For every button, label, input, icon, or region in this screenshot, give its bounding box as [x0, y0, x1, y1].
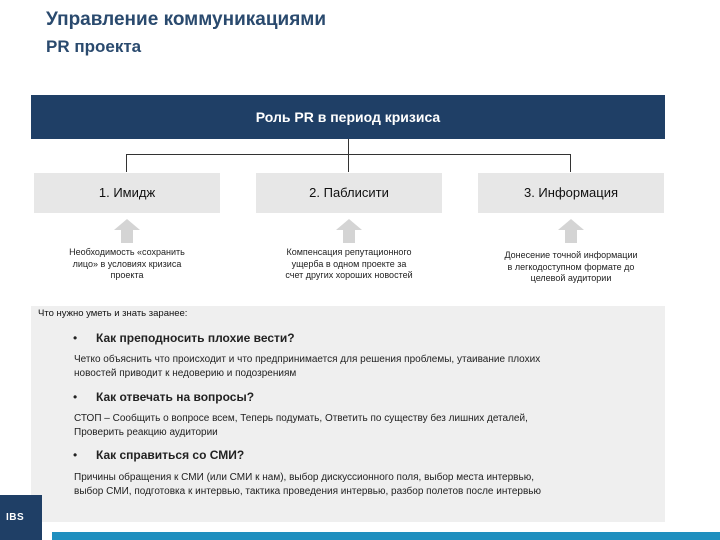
question-3: Как справиться со СМИ? [96, 448, 245, 462]
footer-accent-bar [52, 532, 720, 540]
question-1: Как преподносить плохие вести? [96, 331, 295, 345]
section-heading: Что нужно уметь и знать заранее: [38, 308, 188, 319]
page-title: Управление коммуникациями [46, 9, 327, 30]
connector-right [570, 154, 571, 172]
bullet-icon: • [73, 448, 78, 462]
page-subtitle: PR проекта [46, 37, 142, 56]
category-description-publicity: Компенсация репутационного ущерба в одном проекте за счет других хороших новостей [285, 247, 413, 280]
answer-3: Причины обращения к СМИ (или СМИ к нам), выбор дискуссионного поля, выбор места интервью, выбор СМИ, подготовка к интервью, тактика проведения интервью, разбор полетов после интервью [74, 472, 541, 497]
company-logo: IBS [0, 495, 42, 540]
bullet-icon: • [73, 331, 78, 345]
answer-2: СТОП – Сообщить о вопросе всем, Теперь подумать, Ответить по существу без лишних деталей, Проверить реакцию аудитории [74, 413, 528, 438]
connector-middle [348, 154, 349, 172]
category-box-information: 3. Информация [478, 173, 664, 213]
connector-trunk [348, 139, 349, 155]
question-2: Как отвечать на вопросы? [96, 390, 255, 404]
category-box-image: 1. Имидж [34, 173, 220, 213]
arrow-up-icon [335, 218, 363, 244]
category-box-publicity: 2. Паблисити [256, 173, 442, 213]
answer-1: Четко объяснить что происходит и что предпринимается для решения проблемы, утаивание плохих новостей приводит к недоверию и подозрениям [74, 354, 541, 379]
banner: Роль PR в период кризиса [31, 95, 665, 139]
category-description-image: Необходимость «сохранить лицо» в условиях кризиса проекта [69, 247, 185, 280]
category-description-information: Донесение точной информации в легкодоступном формате до целевой аудитории [504, 250, 638, 283]
connector-left [126, 154, 127, 172]
arrow-up-icon [113, 218, 141, 244]
arrow-up-icon [557, 218, 585, 244]
bullet-icon: • [73, 390, 78, 404]
